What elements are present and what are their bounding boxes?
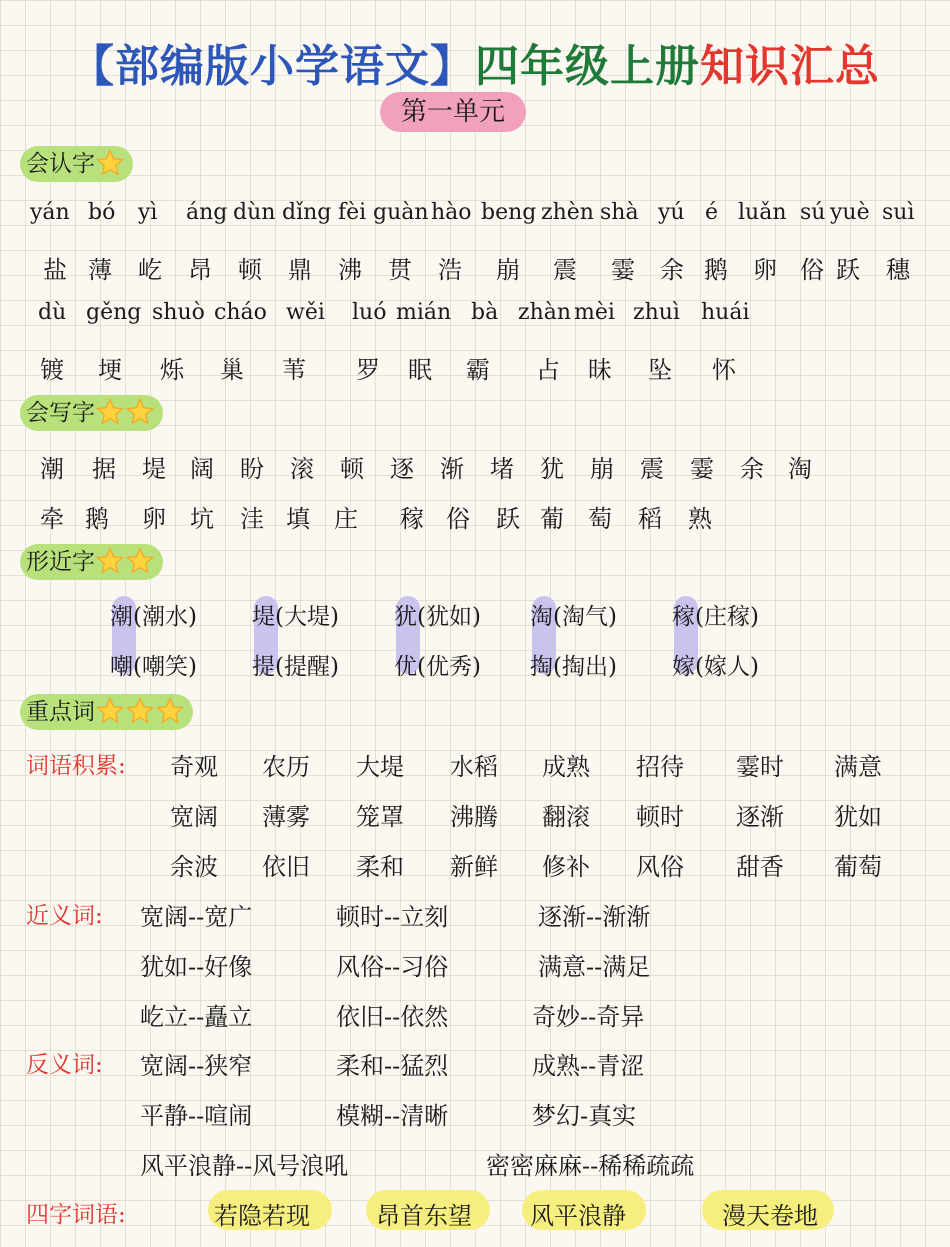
char: 牵 [40,505,64,533]
pinyin: dù [38,300,67,325]
char: 稻 [638,505,662,533]
char: 震 [640,455,664,483]
word: 犹如 [834,803,882,831]
title-grade: 四年级上册 [475,41,700,92]
word: 霎时 [736,753,784,781]
pinyin: mèi [574,300,615,325]
char: 鹅 [704,256,728,284]
pinyin: zhuì [633,300,680,325]
char: 霸 [466,356,490,384]
word: 风俗 [636,853,684,881]
word: 余波 [170,853,218,881]
star-icon [155,696,185,726]
word-pair: 依旧--依然 [336,1003,449,1031]
similar-pair: 淘(淘气) [530,604,617,630]
word-pair: 密密麻麻--稀稀疏疏 [486,1152,695,1180]
char: 潮 [40,455,64,483]
star-icon [125,397,155,427]
char: 霎 [690,455,714,483]
word-pair: 模糊--清晰 [336,1102,449,1130]
char: 盼 [240,455,264,483]
title-series: 【部编版小学语文】 [70,41,475,92]
word-pair: 柔和--猛烈 [336,1052,449,1080]
unit-badge: 第一单元 [380,92,526,132]
word-pair: 梦幻-真实 [532,1102,637,1130]
char: 昂 [188,256,212,284]
char: 坠 [648,356,672,384]
char: 巢 [220,356,244,384]
section-recognize-header [20,146,133,182]
four-char-label: 四字词语: [26,1202,126,1228]
char: 熟 [688,505,712,533]
char: 浩 [438,256,462,284]
similar-pair: 掏(掏出) [530,654,617,680]
idiom: 若隐若现 [214,1202,310,1230]
char: 眠 [408,356,432,384]
char: 屹 [138,256,162,284]
page-title [0,30,950,94]
word-pair: 逐渐--渐渐 [538,903,651,931]
char: 埂 [98,356,122,384]
char: 跃 [496,505,520,533]
char: 顿 [340,455,364,483]
pinyin: gěng [86,300,142,325]
char: 烁 [160,356,184,384]
pinyin: luó [352,300,387,325]
word: 薄雾 [262,803,310,831]
char: 淘 [788,455,812,483]
char: 洼 [240,505,264,533]
pinyin: yán [30,200,70,225]
char: 俗 [446,505,470,533]
word: 大堤 [356,753,404,781]
idiom: 漫天卷地 [722,1202,818,1230]
star-icon [95,148,125,178]
idiom: 昂首东望 [376,1202,472,1230]
pinyin: é [705,200,719,225]
pinyin: shuò [152,300,205,325]
pinyin: yì [138,200,158,225]
section-keywords-header [20,694,193,730]
star-icon [95,696,125,726]
word-pair: 风平浪静--风号浪吼 [140,1152,349,1180]
section-write-title: 会写字 [26,400,95,426]
char: 震 [553,256,577,284]
pinyin: dùn [233,200,276,225]
char: 卵 [142,505,166,533]
similar-pair: 犹(犹如) [394,604,481,630]
section-recognize-title: 会认字 [26,151,95,177]
char: 沸 [338,256,362,284]
char: 堤 [142,455,166,483]
word-pair: 宽阔--宽广 [140,903,253,931]
word: 招待 [636,753,684,781]
word: 甜香 [736,853,784,881]
char: 穗 [886,256,910,284]
char: 萄 [588,505,612,533]
char: 填 [286,505,310,533]
word: 成熟 [542,753,590,781]
char: 鼎 [288,256,312,284]
char: 据 [92,455,116,483]
char: 贯 [388,256,412,284]
pinyin: fèi [338,200,367,225]
char: 薄 [88,256,112,284]
similar-pair: 提(提醒) [252,654,339,680]
char: 阔 [190,455,214,483]
word: 修补 [542,853,590,881]
char: 罗 [356,356,380,384]
accum-label: 词语积累: [26,753,126,779]
pinyin: yú [658,200,685,225]
title-topic: 知识汇总 [700,41,880,92]
pinyin: beng [481,200,537,225]
pinyin: suì [882,200,915,225]
char: 鹅 [85,505,109,533]
similar-pair: 稼(庄稼) [672,604,759,630]
antonym-label: 反义词: [26,1052,103,1078]
char: 镀 [40,356,64,384]
char: 盐 [43,256,67,284]
char: 苇 [282,356,306,384]
word-pair: 风俗--习俗 [336,953,449,981]
char: 怀 [712,356,736,384]
similar-pair: 潮(潮水) [110,604,197,630]
pinyin: shà [600,200,639,225]
word: 奇观 [170,753,218,781]
word: 顿时 [636,803,684,831]
section-similar-header [20,544,163,580]
char: 堵 [490,455,514,483]
star-icon [125,696,155,726]
char: 坑 [190,505,214,533]
pinyin: luǎn [738,200,787,225]
synonym-label: 近义词: [26,903,103,929]
char: 滚 [290,455,314,483]
pinyin: hào [431,200,472,225]
char: 余 [740,455,764,483]
char: 余 [660,256,684,284]
word-pair: 顿时--立刻 [336,903,449,931]
similar-pair: 优(优秀) [394,654,481,680]
pinyin: mián [396,300,452,325]
pinyin: bà [471,300,499,325]
star-icon [95,397,125,427]
word: 葡萄 [834,853,882,881]
idiom: 风平浪静 [530,1202,626,1230]
word: 逐渐 [736,803,784,831]
char: 庄 [334,505,358,533]
pinyin: zhèn [541,200,594,225]
word: 翻滚 [542,803,590,831]
section-write-header [20,395,163,431]
pinyin: huái [701,300,750,325]
pinyin: cháo [214,300,267,325]
char: 霎 [611,256,635,284]
word-pair: 屹立--矗立 [140,1003,253,1031]
char: 崩 [496,256,520,284]
char: 渐 [440,455,464,483]
word-pair: 宽阔--狭窄 [140,1052,253,1080]
char: 犹 [540,455,564,483]
word-pair: 平静--喧闹 [140,1102,253,1130]
word: 新鲜 [450,853,498,881]
char: 昧 [588,356,612,384]
char: 逐 [390,455,414,483]
word-pair: 奇妙--奇异 [532,1003,645,1031]
word: 满意 [834,753,882,781]
char: 卵 [753,256,777,284]
char: 占 [536,356,560,384]
pinyin: zhàn [518,300,572,325]
char: 稼 [400,505,424,533]
star-icon [95,546,125,576]
pinyin: guàn [373,200,429,225]
word: 沸腾 [450,803,498,831]
word: 柔和 [356,853,404,881]
star-icon [125,546,155,576]
char: 跃 [836,256,860,284]
similar-pair: 堤(大堤) [252,604,339,630]
pinyin: dǐng [282,200,332,225]
char: 崩 [590,455,614,483]
char: 葡 [540,505,564,533]
char: 俗 [800,256,824,284]
word: 水稻 [450,753,498,781]
word-pair: 成熟--青涩 [532,1052,645,1080]
char: 顿 [238,256,262,284]
pinyin: wěi [286,300,325,325]
similar-pair: 嫁(嫁人) [672,654,759,680]
section-similar-title: 形近字 [26,549,95,575]
word: 笼罩 [356,803,404,831]
similar-pair: 嘲(嘲笑) [110,654,197,680]
pinyin: yuè [830,200,870,225]
section-keywords-title: 重点词 [26,699,95,725]
word: 依旧 [262,853,310,881]
word: 农历 [262,753,310,781]
word: 宽阔 [170,803,218,831]
pinyin: áng [186,200,228,225]
pinyin: bó [88,200,116,225]
word-pair: 满意--满足 [538,953,651,981]
pinyin: sú [800,200,826,225]
word-pair: 犹如--好像 [140,953,253,981]
